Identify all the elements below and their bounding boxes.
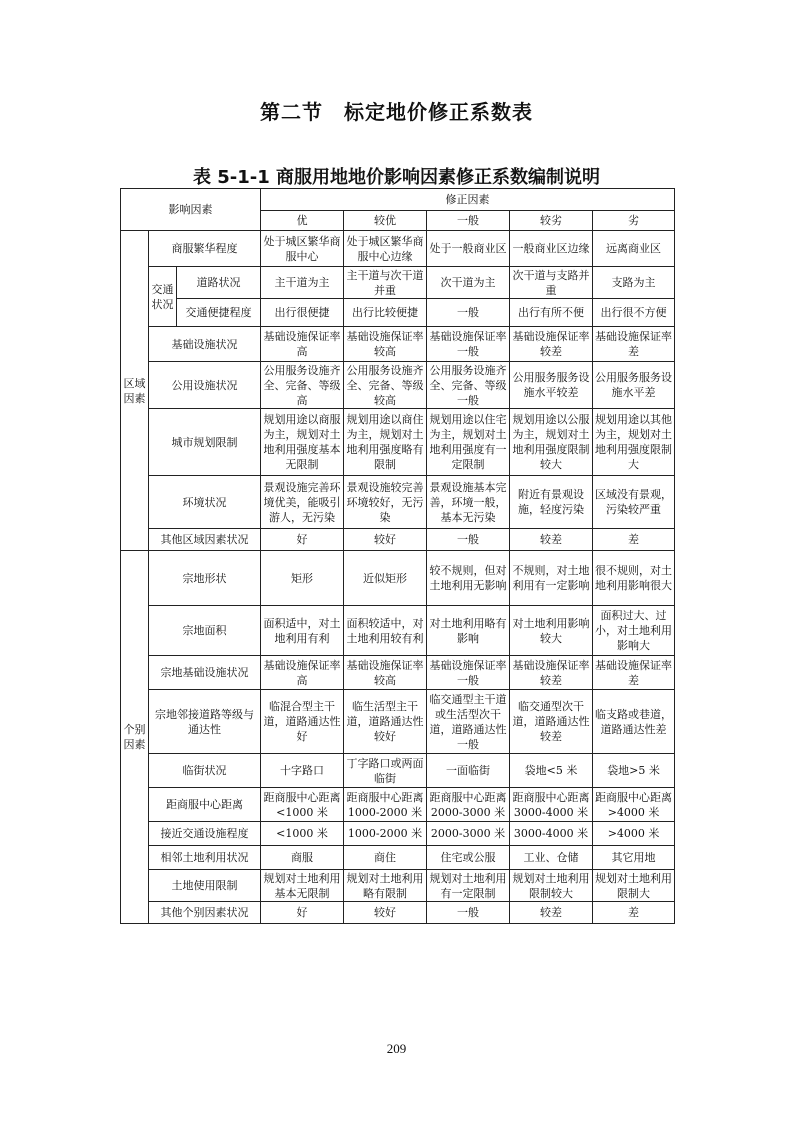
table-cell: 一般: [427, 529, 510, 551]
table-cell: 距商服中心距离 1000-2000 米: [344, 788, 427, 822]
table-cell: 面积过大、过小，对土地利用影响大: [593, 606, 675, 656]
factor-label: 相邻土地利用状况: [149, 846, 261, 870]
table-cell: 工业、仓储: [510, 846, 593, 870]
section-title: 第二节 标定地价修正系数表: [260, 100, 533, 124]
table-cell: 规划对土地利用限制大: [593, 870, 675, 902]
table-cell: 一般: [427, 299, 510, 327]
table-cell: 规划用途以住宅为主，规划对土地利用强度有一定限制: [427, 409, 510, 476]
table-cell: 主干道为主: [261, 267, 344, 299]
table-cell: 景观设施完善环境优美，能吸引游人，无污染: [261, 476, 344, 529]
factor-label: 接近交通设施程度: [149, 822, 261, 846]
table-row: [121, 822, 675, 846]
table-row: [121, 754, 675, 788]
table-cell: 商服: [261, 846, 344, 870]
factor-label: 宗地面积: [149, 606, 261, 656]
table-row: [121, 846, 675, 870]
table-cell: 较好: [344, 902, 427, 924]
table-cell: 公用服务设施齐全、完备、等级较高: [344, 362, 427, 409]
table-cell: 差: [593, 529, 675, 551]
table-cell: 规划用途以公服为主，规划对土地利用强度限制较大: [510, 409, 593, 476]
table-cell: 临交通型主干道或生活型次干道，道路通达性一般: [427, 690, 510, 754]
table-cell: 远离商业区: [593, 231, 675, 267]
group-label-traffic: 交通状况: [149, 267, 177, 327]
factor-label: 商服繁华程度: [149, 231, 261, 267]
table-cell: 公用服务设施齐全、完备、等级一般: [427, 362, 510, 409]
table-cell: 公用服务设施齐全、完备、等级高: [261, 362, 344, 409]
table-cell: 距商服中心距离<1000 米: [261, 788, 344, 822]
table-cell: 处于城区繁华商服中心边缘: [344, 231, 427, 267]
table-cell: >4000 米: [593, 822, 675, 846]
table-cell: 次干道为主: [427, 267, 510, 299]
table-cell: <1000 米: [261, 822, 344, 846]
table-cell: 十字路口: [261, 754, 344, 788]
table-cell: 规划对土地利用略有限制: [344, 870, 427, 902]
table-cell: 商住: [344, 846, 427, 870]
table-cell: 一般: [427, 902, 510, 924]
table-row: [121, 529, 675, 551]
table-cell: 很不规则，对土地利用影响很大: [593, 551, 675, 606]
table-cell: 临生活型主干道，道路通达性较好: [344, 690, 427, 754]
table-cell: 距商服中心距离>4000 米: [593, 788, 675, 822]
table-cell: 基础设施保证率高: [261, 656, 344, 690]
table-cell: 对土地利用影响较大: [510, 606, 593, 656]
group-label-regional: 区域因素: [121, 231, 149, 551]
table-row: [121, 656, 675, 690]
table-cell: 临支路或巷道，道路通达性差: [593, 690, 675, 754]
table-cell: 规划用途以商服为主，规划对土地利用强度基本无限制: [261, 409, 344, 476]
table-cell: 2000-3000 米: [427, 822, 510, 846]
table-cell: 住宅或公服: [427, 846, 510, 870]
table-cell: 较差: [510, 529, 593, 551]
table-cell: 景观设施较完善环境较好，无污染: [344, 476, 427, 529]
table-cell: 次干道与支路并重: [510, 267, 593, 299]
table-cell: 较好: [344, 529, 427, 551]
table-row: [121, 902, 675, 924]
table-cell: 公用服务服务设施水平差: [593, 362, 675, 409]
table-cell: 基础设施保证率差: [593, 327, 675, 362]
level-header: 劣: [593, 211, 675, 231]
table-row: [121, 231, 675, 267]
table-cell: 基础设施保证率一般: [427, 327, 510, 362]
level-header: 一般: [427, 211, 510, 231]
table-cell: 近似矩形: [344, 551, 427, 606]
table-cell: 出行比较便捷: [344, 299, 427, 327]
level-header: 优: [261, 211, 344, 231]
table-cell: 临混合型主干道，道路通达性好: [261, 690, 344, 754]
table-cell: 处于一般商业区: [427, 231, 510, 267]
factor-label: 距商服中心距离: [149, 788, 261, 822]
table-cell: 处于城区繁华商服中心: [261, 231, 344, 267]
table-cell: 较不规则，但对土地利用无影响: [427, 551, 510, 606]
table-cell: 规划对土地利用限制较大: [510, 870, 593, 902]
table-row: [121, 267, 675, 299]
table-cell: 距商服中心距离 2000-3000 米: [427, 788, 510, 822]
table-cell: 一般商业区边缘: [510, 231, 593, 267]
factor-label: 基础设施状况: [149, 327, 261, 362]
correction-coefficient-table: [120, 188, 675, 924]
table-cell: 规划对土地利用有一定限制: [427, 870, 510, 902]
table-cell: 出行很便捷: [261, 299, 344, 327]
table-cell: 公用服务服务设施水平较差: [510, 362, 593, 409]
table-row: [121, 870, 675, 902]
table-cell: 其它用地: [593, 846, 675, 870]
table-cell: 规划用途以商住为主，规划对土地利用强度略有限制: [344, 409, 427, 476]
table-cell: 基础设施保证率一般: [427, 656, 510, 690]
table-cell: 支路为主: [593, 267, 675, 299]
table-cell: 好: [261, 902, 344, 924]
table-row: [121, 327, 675, 362]
table-cell: 1000-2000 米: [344, 822, 427, 846]
table-cell: 主干道与次干道并重: [344, 267, 427, 299]
factor-label: 道路状况: [177, 267, 261, 299]
header-coef: 修正因素: [261, 189, 675, 211]
table-cell: 对土地利用略有影响: [427, 606, 510, 656]
table-cell: 面积较适中，对土地利用较有利: [344, 606, 427, 656]
table-row: [121, 606, 675, 656]
table-cell: 基础设施保证率较高: [344, 327, 427, 362]
table-cell: 一面临街: [427, 754, 510, 788]
table-cell: 规划对土地利用基本无限制: [261, 870, 344, 902]
factor-label: 交通便捷程度: [177, 299, 261, 327]
factor-label: 宗地基础设施状况: [149, 656, 261, 690]
table-row: [121, 409, 675, 476]
factor-label: 公用设施状况: [149, 362, 261, 409]
factor-label: 其他个别因素状况: [149, 902, 261, 924]
header-factor: 影响因素: [121, 189, 261, 231]
level-header: 较优: [344, 211, 427, 231]
table-cell: 出行很不方便: [593, 299, 675, 327]
table-cell: 矩形: [261, 551, 344, 606]
table-row: [121, 362, 675, 409]
table-cell: 规划用途以其他为主，规划对土地利用强度限制大: [593, 409, 675, 476]
table-cell: 好: [261, 529, 344, 551]
table-cell: 基础设施保证率较差: [510, 327, 593, 362]
factor-label: 其他区域因素状况: [149, 529, 261, 551]
table-cell: 3000-4000 米: [510, 822, 593, 846]
table-cell: 附近有景观设施，轻度污染: [510, 476, 593, 529]
factor-label: 宗地形状: [149, 551, 261, 606]
page-number: 209: [386, 1041, 407, 1056]
table-cell: 基础设施保证率较差: [510, 656, 593, 690]
table-cell: 基础设施保证率差: [593, 656, 675, 690]
table-cell: 距商服中心距离 3000-4000 米: [510, 788, 593, 822]
group-label-individual: 个别因素: [121, 551, 149, 924]
table-cell: 面积适中，对土地利用有利: [261, 606, 344, 656]
table-cell: 袋地>5 米: [593, 754, 675, 788]
factor-label: 宗地邻接道路等级与通达性: [149, 690, 261, 754]
table-cell: 丁字路口或两面临街: [344, 754, 427, 788]
table-title: 表 5-1-1 商服用地地价影响因素修正系数编制说明: [192, 167, 601, 188]
table-cell: 基础设施保证率较高: [344, 656, 427, 690]
factor-label: 环境状况: [149, 476, 261, 529]
table-cell: 景观设施基本完善，环境一般，基本无污染: [427, 476, 510, 529]
table-row: [121, 690, 675, 754]
table-row: [121, 299, 675, 327]
table-row: [121, 788, 675, 822]
table-cell: 出行有所不便: [510, 299, 593, 327]
table-row: [121, 476, 675, 529]
table-cell: 差: [593, 902, 675, 924]
table-cell: 不规则，对土地利用有一定影响: [510, 551, 593, 606]
factor-label: 临街状况: [149, 754, 261, 788]
factor-label: 城市规划限制: [149, 409, 261, 476]
table-body: [121, 189, 675, 924]
table-cell: 临交通型次干道，道路通达性较差: [510, 690, 593, 754]
table-cell: 较差: [510, 902, 593, 924]
table-cell: 袋地<5 米: [510, 754, 593, 788]
table-row: [121, 551, 675, 606]
level-header: 较劣: [510, 211, 593, 231]
table-cell: 基础设施保证率高: [261, 327, 344, 362]
factor-label: 土地使用限制: [149, 870, 261, 902]
table-cell: 区域没有景观，污染较严重: [593, 476, 675, 529]
